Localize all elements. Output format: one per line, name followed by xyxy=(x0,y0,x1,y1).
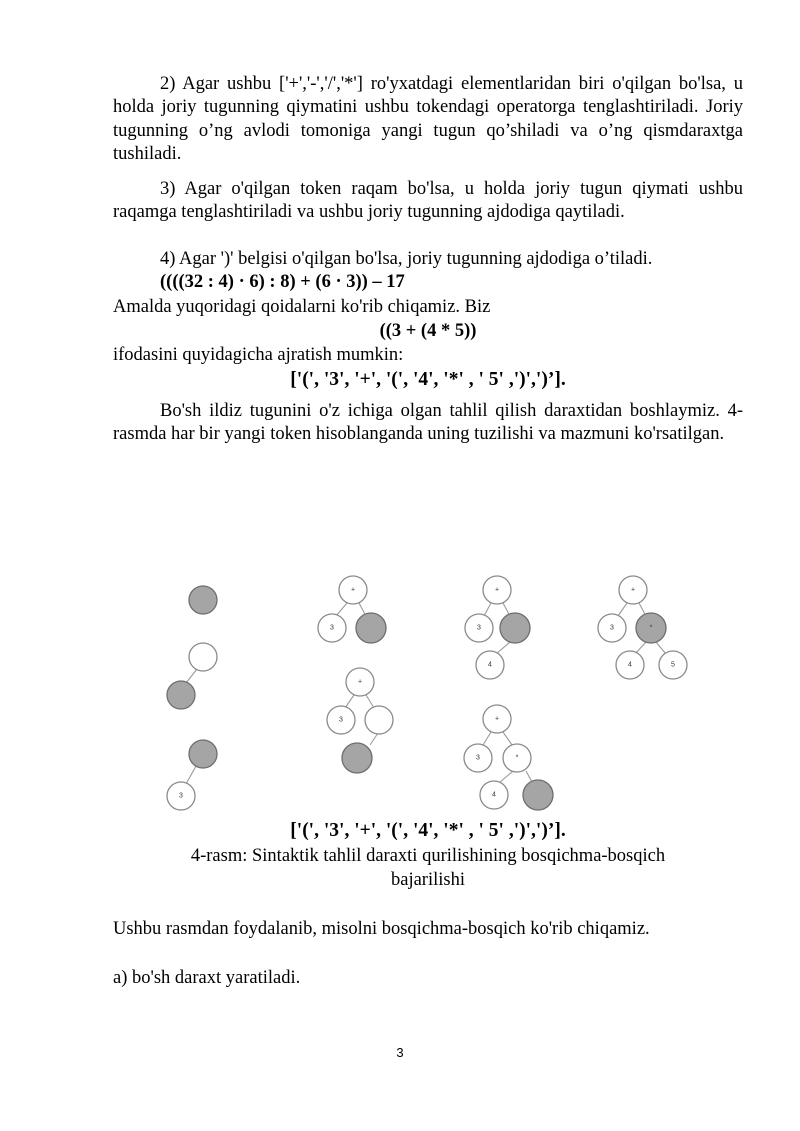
tree-edge xyxy=(503,732,512,745)
node-label: 4 xyxy=(492,791,496,799)
tree-step-number-3 xyxy=(167,740,217,810)
tree-edge xyxy=(483,732,491,745)
tree-edge xyxy=(526,771,532,782)
paragraph-after-expression: ifodasini quyidagicha ajratish mumkin: xyxy=(113,345,404,365)
node-label: + xyxy=(494,586,500,594)
tree-edge xyxy=(656,642,666,654)
figure-caption-line-2: bajarilishi xyxy=(391,870,465,890)
node-label: 3 xyxy=(330,624,334,632)
tree-node xyxy=(365,706,393,734)
node-label: * xyxy=(515,754,519,762)
step-a: a) bo'sh daraxt yaratiladi. xyxy=(113,968,301,988)
tree-node xyxy=(189,586,217,614)
tree-edge xyxy=(366,695,374,708)
paragraph-rule-2: 2) Agar ushbu ['+','-','/','*'] ro'yxatdagi elementlaridan biri o'qilgan bo'lsa, u holda joriy tugunning qiymatini ushbu tokendagi operatorga tenglashtiriladi. Joriy tugunning o’ng avlodi tomoniga yangi tugun qo’shiladi va o’ng qismdaraxtga tushiladi. xyxy=(113,74,743,164)
node-label: 4 xyxy=(488,661,492,669)
node-label: + xyxy=(350,586,356,594)
node-label: + xyxy=(630,586,636,594)
paragraph-rule-3: 3) Agar o'qilgan token raqam bo'lsa, u holda joriy tugun qiymati ushbu raqamga tenglashtiriladi va ushbu joriy tugunning ajdodiga qaytiladi. xyxy=(113,179,743,223)
tree-step-open-paren xyxy=(327,668,393,773)
node-label: * xyxy=(649,624,653,632)
tree-edge xyxy=(336,603,347,616)
tree-node xyxy=(500,613,530,643)
node-label: 5 xyxy=(671,661,675,669)
node-label: 3 xyxy=(610,624,614,632)
node-label: 3 xyxy=(477,624,481,632)
node-label: + xyxy=(494,715,500,723)
page-number: 3 xyxy=(396,1045,404,1060)
token-list: ['(', '3', '+', '(', '4', '*' , ' 5' ,')',')’]. xyxy=(290,369,566,390)
tree-edge xyxy=(499,771,513,783)
tree-node xyxy=(523,780,553,810)
node-label: 3 xyxy=(339,716,343,724)
tree-edge xyxy=(186,766,196,784)
tree-edge xyxy=(618,603,627,616)
tree-step-empty-root xyxy=(189,586,217,614)
formula-example: ((((32 : 4) · 6) : 8) + (6 · 3)) – 17 xyxy=(160,272,405,292)
tree-edge xyxy=(496,642,510,654)
expression: ((3 + (4 * 5)) xyxy=(379,321,477,341)
paragraph-intro: Amalda yuqoridagi qoidalarni ko'rib chiqamiz. Biz xyxy=(113,297,491,317)
tree-node xyxy=(356,613,386,643)
node-label: 4 xyxy=(628,661,632,669)
node-label: 3 xyxy=(476,754,480,762)
tree-node xyxy=(189,643,217,671)
tree-edge xyxy=(484,603,491,616)
tree-node xyxy=(189,740,217,768)
paragraph-rule-4: 4) Agar ')' belgisi o'qilgan bo'lsa, joriy tugunning ajdodiga o’tiladi. xyxy=(160,249,653,269)
tree-step-operator-star xyxy=(464,705,553,810)
paragraph-figure-intro: Bo'sh ildiz tugunini o'z ichiga olgan tahlil qilish daraxtidan boshlaymiz. 4-rasmda har bir yangi token hisoblanganda uning tuzilishi va mazmuni ko'rsatilgan. xyxy=(113,401,743,445)
parse-tree-figure xyxy=(150,570,710,820)
tree-node xyxy=(167,681,195,709)
tree-edge xyxy=(345,695,354,708)
node-label: + xyxy=(357,678,363,686)
tree-node xyxy=(342,743,372,773)
closing-paragraph: Ushbu rasmdan foydalanib, misolni bosqichma-bosqich ko'rib chiqamiz. xyxy=(113,919,650,939)
tree-step-plus xyxy=(318,576,386,643)
tree-step-number-4 xyxy=(465,576,530,679)
figure-caption-line-1: 4-rasm: Sintaktik tahlil daraxti qurilishining bosqichma-bosqich xyxy=(190,846,666,866)
node-label: 3 xyxy=(179,792,183,800)
tree-edge xyxy=(370,733,378,745)
figure-token-list: ['(', '3', '+', '(', '4', '*' , ' 5' ,')',')’]. xyxy=(290,820,566,841)
tree-step-number-5 xyxy=(598,576,687,679)
tree-step-left-child xyxy=(167,643,217,709)
tree-edge xyxy=(186,669,197,683)
